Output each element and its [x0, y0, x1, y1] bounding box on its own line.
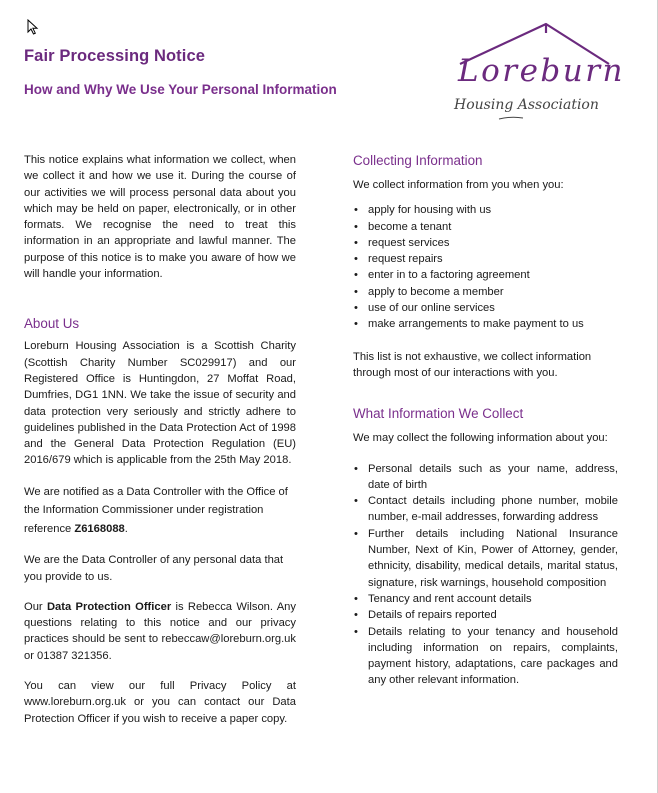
list-item: • become a tenant [353, 219, 618, 235]
what-information-intro: We may collect the following information about you: [353, 432, 608, 445]
list-item: • apply for housing with us [353, 202, 618, 218]
logo-subtitle: Housing Association [454, 97, 599, 113]
list-item: • Further details including National Insurance Number, Next of Kin, Power of Attorney, gender, ethnicity, disability, medical details, marital status, signature, risk warnings, household composition [353, 526, 618, 591]
collecting-list [353, 202, 618, 332]
right-column [353, 152, 618, 689]
what-information-heading: What Information We Collect [353, 406, 524, 422]
left-column [24, 152, 296, 727]
list-item: • Tenancy and rent account details [353, 591, 618, 607]
intro-paragraph: This notice explains what information we collect, when we collect it and how we use it. During the course of our activities we will process personal data about you which may be held on paper, electronically, or in other formats. We recognise the need to treat this information in an appropriate and lawful manner. The purpose of this notice is to make you aware of how we will handle your information. [24, 154, 296, 281]
privacy-policy-paragraph: You can view our full Privacy Policy at www.loreburn.org.uk or you can contact our Data Protection Officer if you wish to receive a paper copy. [24, 680, 296, 725]
list-item: • Details of repairs reported [353, 607, 618, 623]
data-controller-registration: We are notified as a Data Controller with the Office of the Information Commissioner under registration reference Z6168088. [24, 485, 288, 535]
list-item: • Personal details such as your name, address, date of birth [353, 461, 618, 494]
list-item: • make arrangements to make payment to us [353, 316, 618, 332]
dpo-paragraph: Our Data Protection Officer is Rebecca Wilson. Any questions relating to this notice and our privacy practices should be sent to rebeccaw@loreburn.org.uk or 01387 321356. [24, 600, 296, 662]
page-title: Fair Processing Notice [24, 47, 206, 65]
mouse-pointer-icon [27, 19, 39, 35]
loreburn-logo [446, 20, 626, 130]
data-controller-paragraph: We are the Data Controller of any personal data that you provide to us. [24, 554, 284, 583]
collecting-information-heading: Collecting Information [353, 153, 483, 168]
what-information-list [353, 461, 618, 689]
about-us-paragraph: Loreburn Housing Association is a Scottish Charity (Scottish Charity Number SC029917) and our Registered Office is Huntingdon, 27 Moffat Road, Dumfries, DG1 1NN. We take the issue of security and data protection very seriously and strictly adhere to guidelines published in the Data Protection Act of 1998 and the General Data Protection Regulation (EU) 2016/679 which is applicable from the 25th May 2018. [24, 340, 296, 467]
page-subtitle: How and Why We Use Your Personal Information [24, 82, 337, 97]
list-item: • request repairs [353, 251, 618, 267]
about-us-heading: About Us [24, 316, 80, 332]
list-item: • Details relating to your tenancy and household including information on repairs, complaints, payment history, adaptations, care packages and any other relevant information. [353, 624, 618, 689]
collecting-note: This list is not exhaustive, we collect information through most of our interactions with you. [353, 350, 592, 379]
list-item: • Contact details including phone number, mobile number, e-mail addresses, forwarding address [353, 493, 618, 526]
logo-wordmark: Loreburn [458, 53, 626, 89]
list-item: • apply to become a member [353, 284, 618, 300]
list-item: • enter in to a factoring agreement [353, 267, 618, 283]
collecting-intro: We collect information from you when you: [353, 179, 564, 191]
list-item: • request services [353, 235, 618, 251]
registration-reference: Z6168088 [74, 522, 125, 535]
list-item: • use of our online services [353, 300, 618, 316]
logo-underline-icon [498, 116, 524, 120]
dpo-label: Data Protection Officer [46, 600, 172, 613]
